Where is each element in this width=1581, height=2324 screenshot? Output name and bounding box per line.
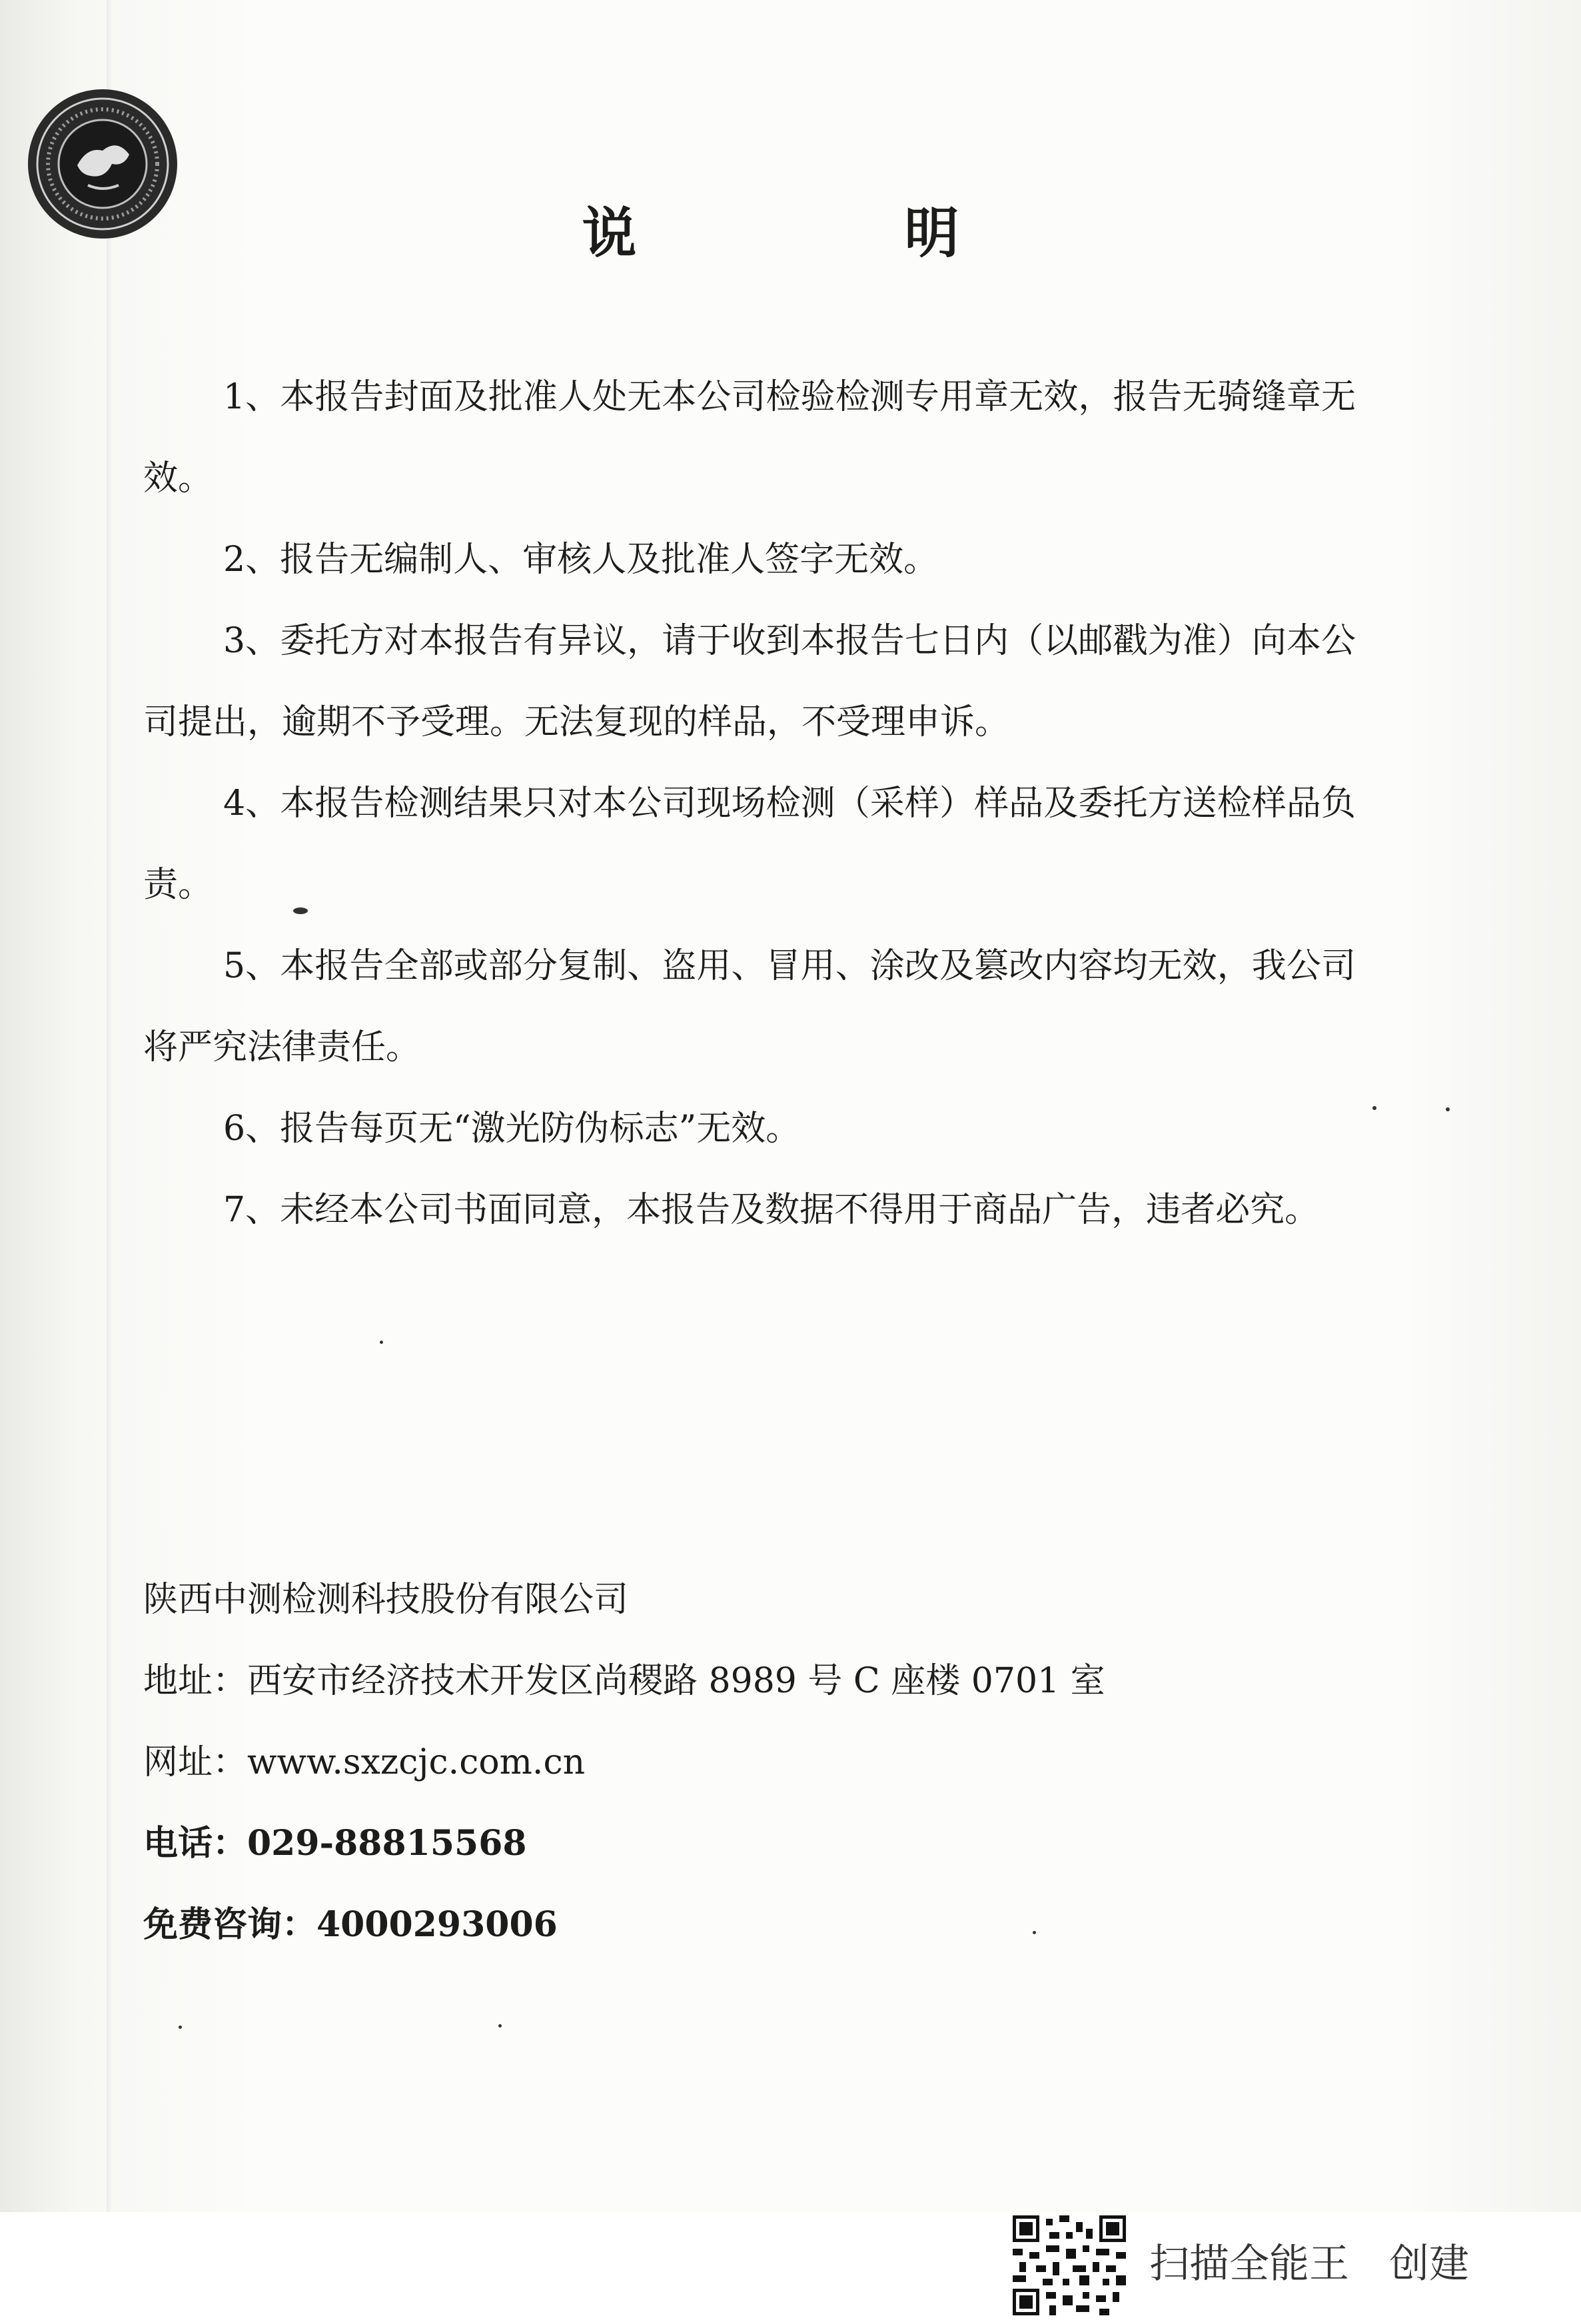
note-item: 6、报告每页无“激光防伪标志”无效。 <box>223 1109 801 1149</box>
page-edge-shadow <box>107 0 112 2212</box>
note-item: 2、报告无编制人、审核人及批准人签字无效。 <box>223 540 939 580</box>
company-address: 地址：西安市经济技术开发区尚稷路 8989 号 C 座楼 0701 室 <box>143 1661 1105 1701</box>
company-phone: 电话：029-88815568 <box>143 1823 527 1864</box>
notes-list <box>143 356 1356 1251</box>
scan-speck <box>380 1341 383 1344</box>
scan-speck <box>293 907 308 914</box>
company-name: 陕西中测检测科技股份有限公司 <box>143 1580 629 1620</box>
company-free-consult: 免费咨询：4000293006 <box>143 1904 558 1945</box>
scan-speck <box>1372 1106 1376 1110</box>
page-title: 说 明 <box>582 201 1066 265</box>
qr-code-icon <box>1013 2215 1126 2315</box>
note-item: 7、未经本公司书面同意，本报告及数据不得用于商品广告，违者必究。 <box>223 1190 1320 1230</box>
note-item: 4、本报告检测结果只对本公司现场检测（采样）样品及委托方送检样品负责。 <box>143 784 1356 905</box>
scan-speck <box>1033 1931 1036 1934</box>
scan-speck <box>498 2024 502 2028</box>
note-item: 5、本报告全部或部分复制、盗用、冒用、涂改及篡改内容均无效，我公司将严究法律责任。 <box>143 946 1356 1067</box>
scan-speck <box>179 2026 182 2029</box>
company-website: 网址：www.sxzcjc.com.cn <box>143 1742 586 1782</box>
scanner-watermark-label: 扫描全能王 创建 <box>1149 2241 1469 2287</box>
note-item: 3、委托方对本报告有异议，请于收到本报告七日内（以邮戳为准）向本公司提出，逾期不予受理。无法复现的样品，不受理申诉。 <box>143 621 1356 742</box>
note-item: 1、本报告封面及批准人处无本公司检验检测专用章无效，报告无骑缝章无效。 <box>143 377 1356 498</box>
scan-speck <box>1446 1107 1450 1111</box>
company-info <box>143 1559 1409 1966</box>
